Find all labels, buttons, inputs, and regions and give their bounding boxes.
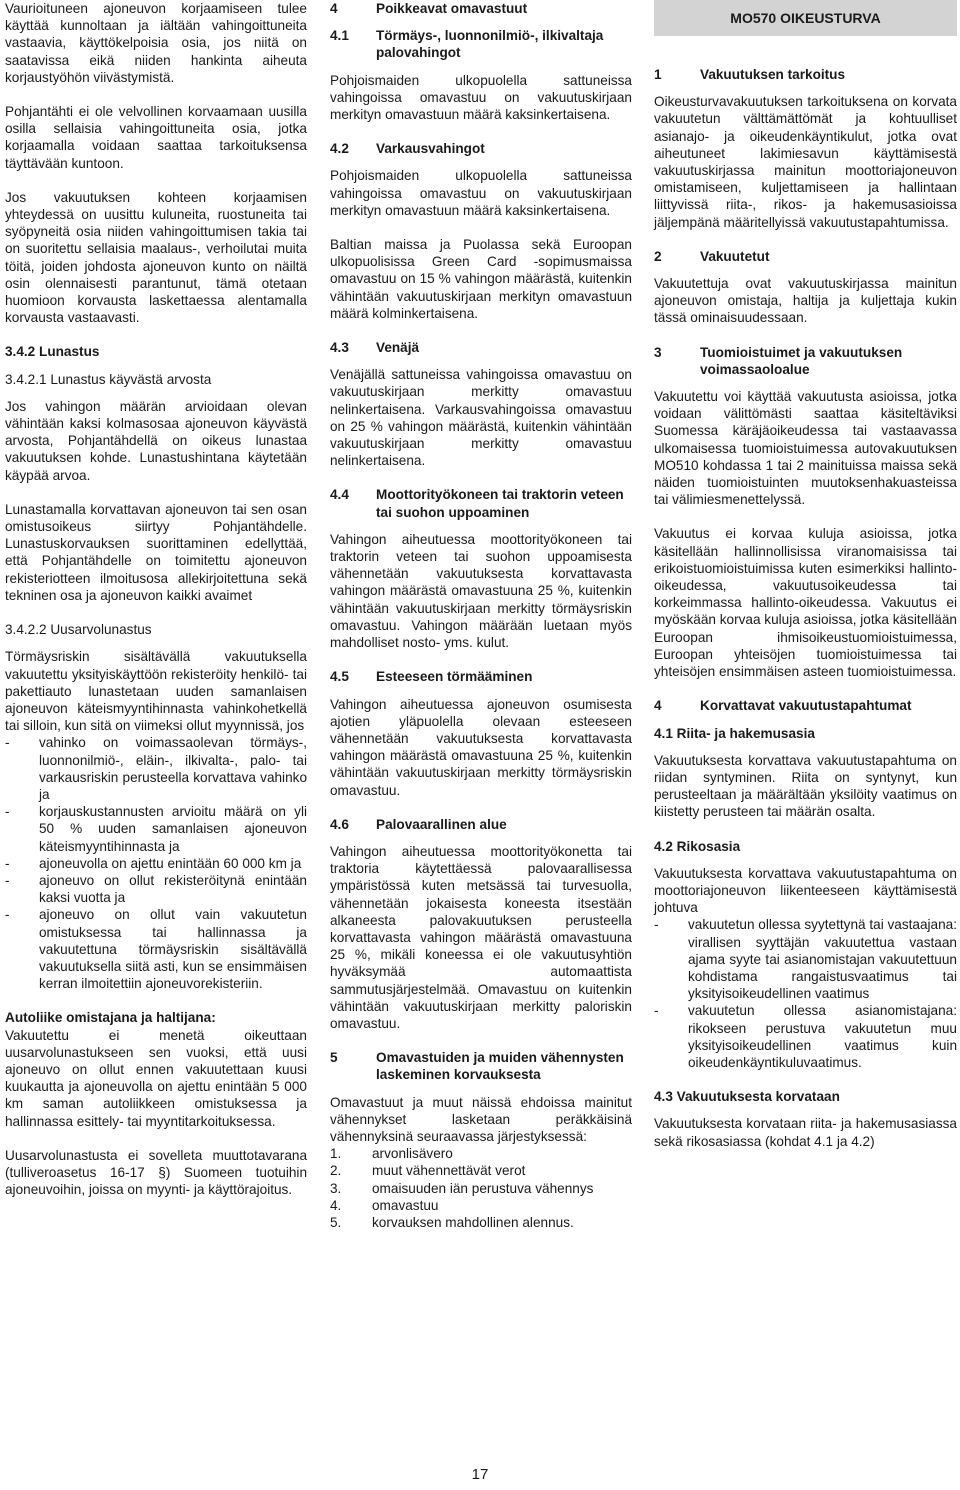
dash-marker: - <box>5 907 10 923</box>
list-number: 4. <box>330 1197 342 1213</box>
list-item <box>330 1180 632 1197</box>
heading-text: Moottorityökoneen tai traktorin veteen tai suohon uppoaminen <box>376 487 624 520</box>
bold-lead-heading: Autoliike omistajana ja haltijana: <box>5 1010 216 1026</box>
paragraph: Vaurioituneen ajoneuvon korjaamiseen tulee käyttää kunnoltaan ja iältään vahingoittuneita vastaavia, käyttökelpoisia osia, jos niitä on saatavissa eikä niiden hankinta aiheuta korjaustyöhön viivästymistä. <box>5 1 307 85</box>
section-heading-5 <box>330 1049 632 1083</box>
deduction-order-list <box>330 1145 632 1231</box>
paragraph: Uusarvolunastusta ei sovelleta muuttotavarana (tulliveroasetus 16-17 §) Suomeen tuotuihin ajoneuvoihin, joissa on myynti- ja käyttörajoitus. <box>5 1147 307 1198</box>
paragraph: Vakuutettu ei menetä oikeuttaan uusarvolunastukseen sen vuoksi, että uusi ajoneuvo on ollut ennen vakuutettaan kuusi kuukautta ja ajoneuvolla on ajettu enintään 5 000 km saman autoliikkeen omistuksessa ja hallinnassa esittely- tai myyntitarkoituksessa. <box>5 1027 307 1129</box>
section-heading-1 <box>654 66 957 83</box>
paragraph: Jos vakuutuksen kohteen korjaamisen yhteydessä on uusittu kuluneita, ruostuneita tai syöpyneitä osia niiden vahingoittumisen takia tai on suoritettu sellaisia maalaus-, verhoilutai muita töitä, joiden johdosta ajoneuvon kunto on näiltä osin olennaisesti parantunut, tämä otetaan huomioon korvausta laskettaessa alentamalla korvausta vastaavasti. <box>5 189 307 326</box>
list-item <box>330 1145 632 1162</box>
paragraph: Vahingon aiheutuessa moottorityökonetta tai traktoria käytettäessä palovaarallisessa ympäristössä kuten metsässä tai turvesuolla, vähennetään jokaisesta koneesta itsestään alkaneesta palovakuutuksen perusteella korvattavasta vahingon määrästä omavastuuna 25 %, mikäli koneessa ei ole vakuutusyhtiön hyväksymää automaattista sammutusjärjestelmää. Omavastuu on kuitenkin vähintään vakuutuskirjaan merkitty paloriskin omavastuu. <box>330 843 632 1031</box>
section-heading-3-4-2-2: 3.4.2.2 Uusarvolunastus <box>5 622 152 638</box>
list-item-text: omavastuu <box>372 1197 439 1213</box>
column-right <box>654 0 957 1167</box>
section-heading-4-3: 4.3 Vakuutuksesta korvataan <box>654 1089 840 1105</box>
list-item <box>5 906 307 992</box>
heading-number: 3 <box>654 344 662 360</box>
list-item-text: muut vähennettävät verot <box>372 1163 526 1179</box>
section-heading-3-4-2: 3.4.2 Lunastus <box>5 344 100 360</box>
dash-marker: - <box>5 872 10 888</box>
heading-text: Venäjä <box>376 340 420 356</box>
dash-marker: - <box>5 855 10 871</box>
heading-text: Esteeseen törmääminen <box>376 669 533 685</box>
list-item-text: vahinko on voimassaolevan törmäys-, luonnonilmiö-, eläin-, ilkivalta-, palo- tai varkausriskin perusteella korvattava vahinko ja <box>39 735 307 802</box>
column-left <box>5 0 307 1215</box>
heading-number: 1 <box>654 67 662 82</box>
heading-number: 4 <box>330 1 338 16</box>
heading-number: 4.2 <box>330 141 349 157</box>
heading-number: 4.3 <box>330 340 349 356</box>
list-item-text: arvonlisävero <box>372 1146 453 1162</box>
heading-number: 4.6 <box>330 816 349 832</box>
list-item-text: ajoneuvo on ollut rekisteröitynä enintään kaksi vuotta ja <box>39 872 307 906</box>
list-item <box>654 1002 957 1071</box>
list-item <box>330 1214 632 1231</box>
paragraph: Vakuutuksesta korvattava vakuutustapahtuma on moottoriajoneuvon liikenteeseen käyttämisestä johtuva <box>654 865 957 916</box>
paragraph: Vakuutuksesta korvataan riita- ja hakemusasiassa sekä rikosasiassa (kohdat 4.1 ja 4.2) <box>654 1116 957 1149</box>
heading-number: 5 <box>330 1050 338 1066</box>
paragraph: Omavastuut ja muut näissä ehdoissa mainitut vähennykset lasketaan peräkkäisinä vähennyksinä seuraavassa järjestyksessä: <box>330 1094 632 1144</box>
heading-number: 4.1 <box>330 28 349 44</box>
paragraph: Oikeusturvavakuutuksen tarkoituksena on korvata vakuutetun välttämättömät ja kohtuulliset asianajo- ja oikeudenkäyntikulut, jotka ovat aiheutuneet lakimiesavun käyttämisestä vakuutuskirjassa mainitun moottoriajoneuvon omistamiseen, kuljettamiseen ja hallintaan liittyvissä riita-, rikos- ja hakemusasioissa jäljempänä määritellyissä vakuutustapahtumissa. <box>654 94 957 230</box>
heading-number: 4.5 <box>330 669 349 685</box>
list-item-text: ajoneuvolla on ajettu enintään 60 000 km ja <box>39 855 302 871</box>
dash-marker: - <box>5 735 10 751</box>
list-item <box>654 916 957 1002</box>
section-heading-4-1: 4.1 Riita- ja hakemusasia <box>654 725 815 741</box>
list-item-text: korvauksen mahdollinen alennus. <box>372 1214 574 1230</box>
section-heading-4-3 <box>330 339 632 356</box>
paragraph: Pohjoismaiden ulkopuolella sattuneissa vahingoissa omavastuu on vakuutuskirjaan merkityn omavastuun määrä kaksinkertaisena. <box>330 168 632 218</box>
section-heading-4-5 <box>330 668 632 685</box>
heading-number: 4.4 <box>330 487 349 503</box>
paragraph: Törmäysriskin sisältävällä vakuutuksella vakuutettu yksityiskäyttöön rekisteröity henkilö- tai pakettiauto lunastetaan uuden samanlaisen ajoneuvon käteismyyntihinnasta vahinkohetkellä tai silloin, kun sitä on viimeksi ollut myynnissä, jos <box>5 649 307 734</box>
list-number: 3. <box>330 1180 342 1196</box>
condition-list <box>654 916 957 1071</box>
list-number: 2. <box>330 1163 342 1179</box>
paragraph: Baltian maissa ja Puolassa sekä Euroopan ulkopuolisissa Green Card -sopimusmaissa omavastuu on 15 % vahingon määrästä, kuitenkin vähintään vakuutuskirjaan merkityn omavastuun määrä kolminkertaisena. <box>330 237 632 321</box>
paragraph: Vakuutettuja ovat vakuutuskirjassa mainitun ajoneuvon omistaja, haltija ja kuljettaja kukin tässä ominaisuudessaan. <box>654 276 957 326</box>
heading-text: Varkausvahingot <box>376 141 485 157</box>
list-item-text: korjauskustannusten arvioitu määrä on yli 50 % uuden samanlaisen ajoneuvon käteismyyntihinnasta ja <box>39 804 307 854</box>
paragraph: Vakuutus ei korvaa kuluja asioissa, jotka käsitellään hallinnollisissa viranomaisissa tai erikoistuomioistuimissa kuten esimerkiksi hallinto-oikeudessa, vakuutusoikeudessa tai korkeimmassa hallinto-oikeudessa. Vakuutus ei myöskään korvaa kuluja asioissa, jotka käsitellään Euroopan ihmisoikeustuomioistuimessa, Euroopan yhteisöjen tuomioistuimessa tai yhteisöjen ensimmäisen asteen tuomioistuimessa. <box>654 526 957 680</box>
section-heading-4 <box>654 697 957 714</box>
section-heading-3-4-2-1: 3.4.2.1 Lunastus käyvästä arvosta <box>5 371 212 387</box>
paragraph: Vakuutuksesta korvattava vakuutustapahtuma on riidan syntyminen. Riita on syntynyt, kun perusteeltaan ja määrältään yksilöity vaatimus on kiistetty perusteen tai määrän osalta. <box>654 752 957 820</box>
column-middle <box>330 0 632 1248</box>
dash-marker: - <box>5 804 10 820</box>
paragraph: Pohjantähti ei ole velvollinen korvaamaan uusilla osilla sellaisia vahingoittuneita osia, jotka korjaamalla voidaan saattaa tarkoituksensa täyttävään kuntoon. <box>5 104 307 171</box>
heading-text: Vakuutetut <box>700 248 770 264</box>
condition-list <box>5 734 307 992</box>
list-item-text: vakuutetun ollessa asianomistajana: rikokseen perustuva vakuutetun muu yksityisoikeudellinen vaatimus kuin oikeudenkäyntikuluvaatimus. <box>688 1003 957 1070</box>
section-heading-4 <box>330 0 632 17</box>
paragraph: Vahingon aiheutuessa moottorityökoneen tai traktorin veteen tai suohon uppoamisesta vähennetään vakuutuksesta korvattavasta vahingon määrästä omavastuuna 25 %, kuitenkin vähintään vakuutuskirjaan merkitty törmäysriskin omavastuu. Vahingon määrään luetaan myös mahdolliset nosto- yms. kulut. <box>330 531 632 651</box>
list-item-text: ajoneuvo on ollut vain vakuutetun omistuksessa tai hallinnassa ja vakuutettuna törmäysriskin sisältävällä vakuutuksella siitä asti, kun se ensimmäisen kerran ilmoitettiin ajoneuvorekisteriin. <box>39 907 307 992</box>
dash-marker: - <box>654 1003 659 1019</box>
heading-text: Omavastuiden ja muiden vähennysten laskeminen korvauksesta <box>376 1050 624 1083</box>
list-item <box>5 803 307 855</box>
list-item <box>5 855 307 872</box>
section-heading-4-2: 4.2 Rikosasia <box>654 838 741 854</box>
section-heading-4-6 <box>330 816 632 833</box>
list-item-text: vakuutetun ollessa syytettynä tai vastaajana: virallisen syyttäjän vakuutettua vastaan ajama syyte tai asianomistajan vakuutettuun kohdistama rangaistusvaatimus tai yksityisoikeudellinen vaatimus <box>688 917 958 1002</box>
list-item <box>330 1162 632 1179</box>
page-number: 17 <box>471 1466 489 1483</box>
list-number: 5. <box>330 1214 342 1230</box>
heading-text: Korvattavat vakuutustapahtumat <box>700 698 912 714</box>
section-banner: MO570 OIKEUSTURVA <box>654 0 957 36</box>
section-heading-4-4 <box>330 486 632 520</box>
paragraph: Vahingon aiheutuessa ajoneuvon osumisesta ajotien yläpuolella olevaan esteeseen vähennetään vakuutuksesta korvattavasta vahingon määrästä omavastuuna 25 %, kuitenkin vähintään vakuutuskirjaan merkitty törmäysriskin omavastuu. <box>330 696 632 798</box>
heading-number: 4 <box>654 698 662 714</box>
paragraph: Lunastamalla korvattavan ajoneuvon tai sen osan omistusoikeus siirtyy Pohjantähdelle. Lunastuskorvauksen suorittaminen edellyttää, että Pohjantähdelle on toimitettu ajoneuvon rekisteriotteen ilmoitusosa allekirjoitettuna sekä tekninen osa ja ajoneuvon kaikki avaimet <box>5 501 307 603</box>
list-number: 1. <box>330 1146 342 1162</box>
heading-number: 2 <box>654 248 662 264</box>
list-item <box>5 872 307 906</box>
dash-marker: - <box>654 917 659 933</box>
paragraph: Vakuutettu voi käyttää vakuutusta asioissa, jotka voidaan välittömästi saattaa käsiteltäviksi Suomessa käräjäoikeudessa tai vastaavassa ulkomaisessa tuomioistuimessa autovakuutuksen MO510 kohdassa 1 tai 2 mainituissa maissa sekä näiden tuomioistuinten muutoksenhakuasteissa tai välimiesmenettelyssä. <box>654 389 957 508</box>
section-heading-4-1 <box>330 27 632 61</box>
heading-text: Palovaarallinen alue <box>376 816 507 832</box>
paragraph: Venäjällä sattuneissa vahingoissa omavastuu on vakuutuskirjaan merkitty omavastuu nelinkertaisena. Varkausvahingoissa omavastuu on 25 % vahingon määrästä, kuitenkin vähintään vakuutuskirjaan merkitty omavastuu nelinkertaisena. <box>330 367 632 469</box>
paragraph: Jos vahingon määrän arvioidaan olevan vähintään kaksi kolmasosaa ajoneuvon käyvästä arvosta, Pohjantähdellä on oikeus lunastaa vakuutuksen kohde. Lunastushintana käytetään käypää arvoa. <box>5 398 307 483</box>
heading-text: Vakuutuksen tarkoitus <box>700 67 846 82</box>
list-item-text: omaisuuden iän perustuva vähennys <box>372 1180 594 1196</box>
section-heading-3 <box>654 344 957 378</box>
heading-text: Tuomioistuimet ja vakuutuksen voimassaoloalue <box>700 344 903 377</box>
heading-text: Törmäys-, luonnonilmiö-, ilkivaltaja palovahingot <box>376 28 604 61</box>
list-item <box>5 734 307 803</box>
section-heading-2 <box>654 248 957 265</box>
section-heading-4-2 <box>330 140 632 157</box>
list-item <box>330 1197 632 1214</box>
heading-text: Poikkeavat omavastuut <box>376 1 528 16</box>
paragraph: Pohjoismaiden ulkopuolella sattuneissa vahingoissa omavastuu on vakuutuskirjaan merkityn omavastuun määrä kaksinkertaisena. <box>330 72 632 123</box>
